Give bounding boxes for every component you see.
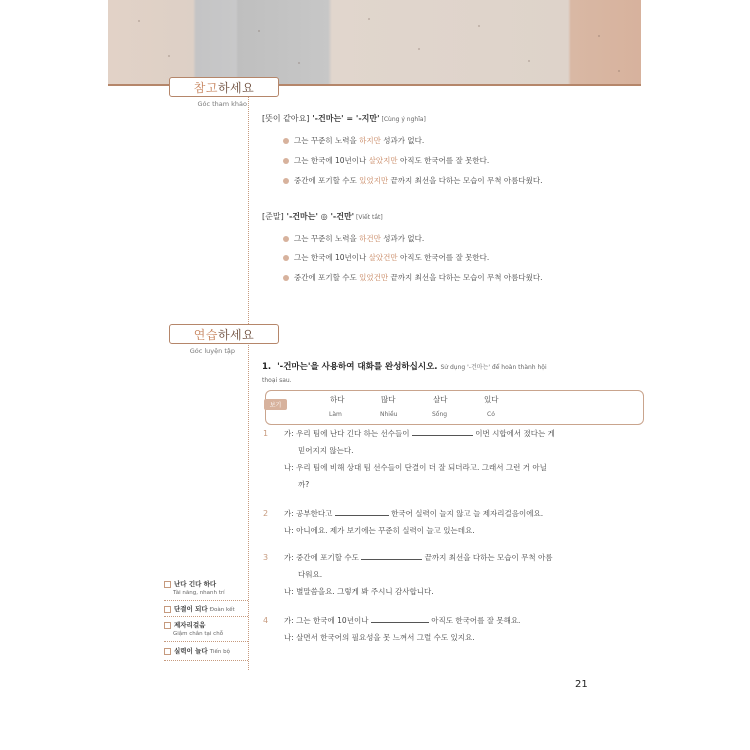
- dialogue-text: 중간에 포기할 수도: [296, 553, 362, 562]
- speaker-label: 나:: [284, 633, 294, 642]
- block1-note: [Cùng ý nghĩa]: [379, 116, 426, 123]
- question-text: '-건마는'을 사용하여 대화를 완성하십시오.: [277, 362, 438, 372]
- dialogue-text: 이번 시합에서 졌다는 게: [472, 429, 555, 438]
- example-meaning: Nhiều: [380, 411, 398, 418]
- vocab-korean: 난다 긴다 하다: [174, 580, 217, 588]
- example-word: 많다: [381, 395, 396, 404]
- item-text: 그는 꾸준히 노력을: [294, 234, 360, 243]
- practice-section-heading: [169, 324, 279, 344]
- item-highlight: 살았건만: [368, 253, 398, 262]
- dialogue-text: 까?: [298, 480, 310, 489]
- item-highlight: 하건만: [359, 234, 381, 243]
- item-text: 중간에 포기할 수도: [294, 273, 360, 282]
- speaker-label: 가:: [284, 553, 294, 562]
- vocab-korean: 단결이 되다: [174, 605, 208, 613]
- vocab-divider: [164, 641, 248, 642]
- dialogue-text: 다워요.: [298, 570, 323, 579]
- example-word: 하다: [330, 395, 345, 404]
- speaker-label: 가:: [284, 429, 294, 438]
- speaker-label: 나:: [284, 463, 294, 472]
- answer-blank[interactable]: [361, 551, 422, 560]
- example-tag: 보기: [264, 399, 287, 410]
- example-word: 살다: [433, 395, 448, 404]
- vocab-meaning: Tài năng, nhanh trí: [173, 590, 225, 596]
- block1-item-1: [283, 135, 424, 146]
- dialogue-text: 살면서 한국어의 필요성을 못 느껴서 그럴 수도 있지요.: [296, 633, 475, 642]
- notes-block2-title: [262, 211, 383, 222]
- bullet-dot-icon: [283, 138, 289, 144]
- dialogue-text: 끝까지 최선을 다하는 모습이 무척 아름: [422, 553, 553, 562]
- bullet-dot-icon: [283, 275, 289, 281]
- dialogue-text: 별말씀을요. 그렇게 봐 주시니 감사합니다.: [296, 587, 434, 596]
- example-word: 있다: [484, 395, 499, 404]
- example-box: [265, 390, 644, 425]
- notes-subtitle: Góc tham khảo: [197, 100, 247, 108]
- vocab-meaning: Đoàn kết: [209, 607, 235, 613]
- answer-blank[interactable]: [335, 507, 389, 516]
- item-text: 아직도 한국어를 잘 못한다.: [397, 156, 490, 165]
- speaker-label: 나:: [284, 587, 294, 596]
- page-number: 21: [575, 679, 588, 690]
- question-title: [262, 360, 547, 372]
- notes-title-part2: 하세요: [217, 80, 255, 95]
- dialogue-text: 공부한다고: [296, 509, 335, 518]
- exercise-number: 3: [263, 553, 269, 562]
- speaker-label: 가:: [284, 509, 294, 518]
- bullet-dot-icon: [283, 236, 289, 242]
- vocab-korean: 실력이 늘다: [174, 647, 208, 655]
- exercise-number: 4: [263, 616, 269, 625]
- block2-item-1: [283, 233, 424, 244]
- block2-item-3: [283, 272, 542, 283]
- item-text: 그는 한국에 10년이나: [294, 156, 369, 165]
- dialogue-text: 우리 팀에 난다 긴다 하는 선수들이: [296, 429, 412, 438]
- vocab-meaning: Tiến bộ: [209, 649, 230, 655]
- dialogue-text: 우리 팀에 비해 상대 팀 선수들이 단결이 더 잘 되더라고. 그래서 그런 거 아닐: [296, 463, 547, 472]
- question-number: 1.: [262, 362, 272, 372]
- item-text: 성과가 없다.: [380, 136, 425, 145]
- block1-item-2: [283, 155, 489, 166]
- item-text: 끝까지 최선을 다하는 모습이 무척 아름다웠다.: [388, 273, 543, 282]
- exercise-4-dialogue: [284, 612, 590, 646]
- dialogue-text: 아니에요. 제가 보기에는 꾸준히 실력이 늘고 있는데요.: [296, 526, 475, 535]
- speaker-label: 가:: [284, 616, 294, 625]
- dialogue-text: 한국어 실력이 늘지 않고 늘 제자리걸음이에요.: [388, 509, 544, 518]
- block2-prefix: [준말]: [262, 212, 284, 221]
- vocab-item: [164, 646, 230, 655]
- vocab-item: [164, 579, 225, 596]
- item-text: 중간에 포기할 수도: [294, 176, 360, 185]
- exercise-3-dialogue: [284, 549, 590, 600]
- notes-section-heading: [169, 77, 279, 97]
- block2-item-2: [283, 252, 489, 263]
- example-meaning: Có: [487, 411, 495, 418]
- item-text: 그는 꾸준히 노력을: [294, 136, 360, 145]
- checkbox-square-icon: [164, 648, 171, 655]
- exercise-2-dialogue: [284, 505, 590, 539]
- item-highlight: 하지만: [359, 136, 381, 145]
- item-highlight: 있었지만: [359, 176, 389, 185]
- notes-block1-title: [262, 113, 426, 124]
- item-highlight: 있었건만: [359, 273, 389, 282]
- item-text: 성과가 없다.: [380, 234, 425, 243]
- item-text: 그는 한국에 10년이나: [294, 253, 369, 262]
- header-banner: [108, 0, 641, 86]
- checkbox-square-icon: [164, 606, 171, 613]
- vocab-item: [164, 604, 235, 613]
- vocab-divider: [164, 600, 248, 601]
- column-divider: [248, 97, 249, 670]
- bullet-dot-icon: [283, 158, 289, 164]
- practice-title-part1: 연습: [193, 327, 218, 342]
- exercise-1-dialogue: [284, 425, 590, 493]
- vocab-item: [164, 620, 223, 637]
- block2-note: [Viết tắt]: [354, 214, 383, 221]
- vocab-divider: [164, 660, 248, 661]
- block1-formula: '-건마는' = '-지만': [309, 114, 380, 123]
- item-text: 끝까지 최선을 다하는 모습이 무척 아름다웠다.: [388, 176, 543, 185]
- vocab-korean: 제자리걸음: [174, 621, 206, 629]
- speaker-label: 나:: [284, 526, 294, 535]
- notes-title-part1: 참고: [193, 80, 218, 95]
- checkbox-square-icon: [164, 622, 171, 629]
- answer-blank[interactable]: [412, 427, 473, 436]
- question-vi: Sử dụng '-건마는' để hoàn thành hội: [440, 364, 547, 371]
- vocab-meaning: Giậm chân tại chỗ: [173, 631, 224, 637]
- answer-blank[interactable]: [371, 614, 429, 623]
- example-meaning: Sống: [432, 411, 448, 418]
- dialogue-text: 아직도 한국어를 잘 못해요.: [428, 616, 521, 625]
- practice-subtitle: Góc luyện tập: [189, 347, 235, 355]
- bullet-dot-icon: [283, 178, 289, 184]
- block1-prefix: [뜻이 같아요]: [262, 114, 310, 123]
- practice-title-part2: 하세요: [217, 327, 255, 342]
- example-meaning: Làm: [329, 411, 342, 418]
- bullet-dot-icon: [283, 255, 289, 261]
- exercise-number: 2: [263, 509, 269, 518]
- dialogue-text: 믿어지지 않는다.: [298, 446, 354, 455]
- dialogue-text: 그는 한국에 10년이나: [296, 616, 371, 625]
- checkbox-square-icon: [164, 581, 171, 588]
- item-highlight: 살았지만: [368, 156, 398, 165]
- block2-formula: '-건마는' ◎ '-건만': [283, 212, 355, 221]
- question-vi-cont: thoại sau.: [262, 377, 292, 384]
- exercise-number: 1: [263, 429, 269, 438]
- vocab-divider: [164, 616, 248, 617]
- item-text: 아직도 한국어를 잘 못한다.: [397, 253, 490, 262]
- block1-item-3: [283, 175, 542, 186]
